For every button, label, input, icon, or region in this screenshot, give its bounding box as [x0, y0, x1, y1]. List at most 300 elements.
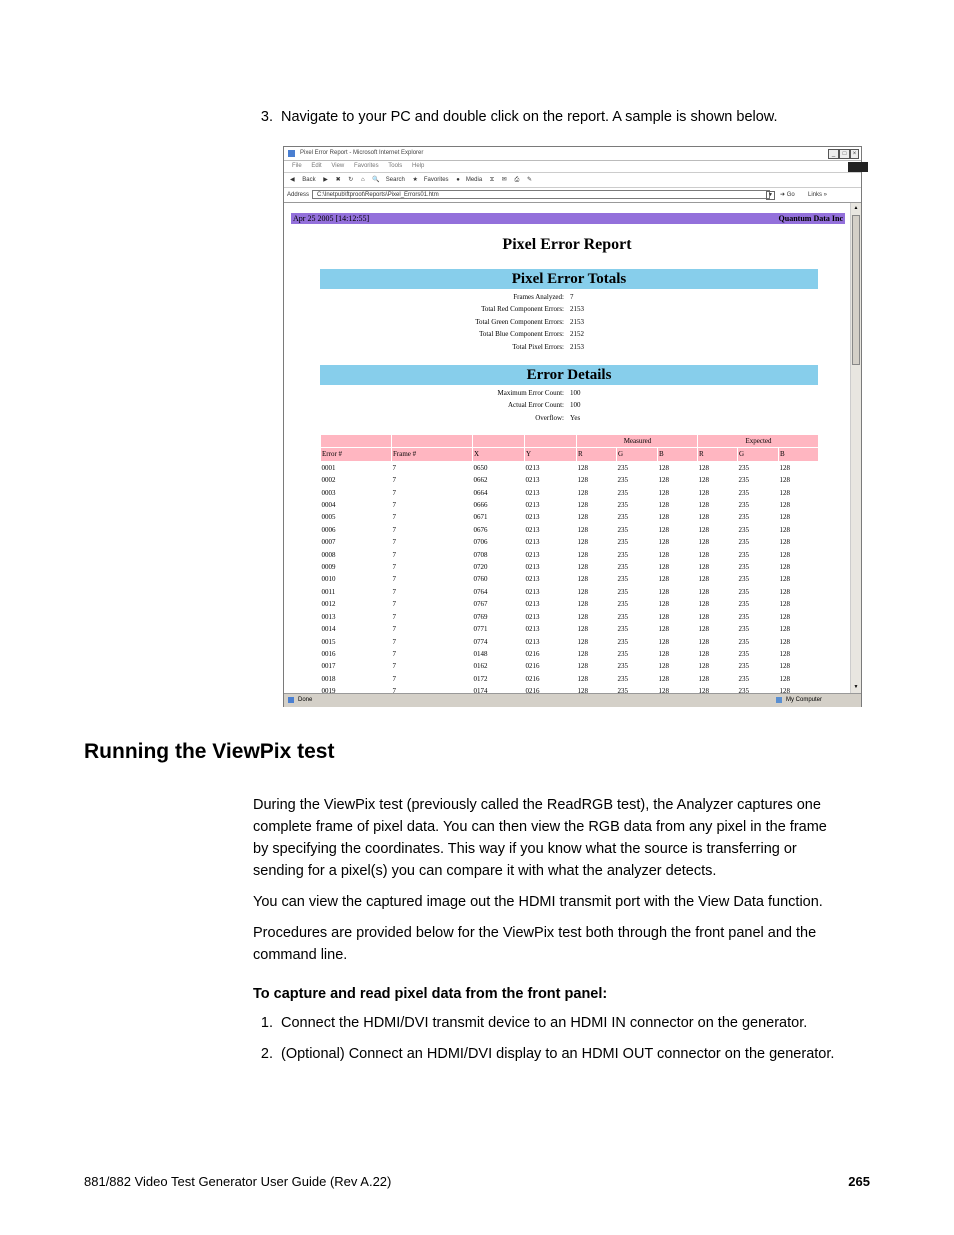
report-title: Pixel Error Report	[502, 236, 632, 253]
history-icon[interactable]: ⧖	[489, 177, 495, 183]
menu-view[interactable]: View	[331, 163, 345, 169]
column-header-row	[321, 448, 819, 461]
table-cell: 235	[738, 649, 749, 658]
totals-heading: Pixel Error Totals	[320, 269, 818, 289]
table-cell: 235	[738, 476, 749, 485]
menu-file[interactable]: File	[292, 163, 302, 169]
table-cell: 235	[738, 674, 749, 683]
paragraph-line: sending for a pixel(s) you can compare it with what the analyzer detects.	[253, 863, 717, 879]
go-button[interactable]: ➜ Go	[780, 192, 795, 198]
totals-key: Frames Analyzed:	[513, 293, 564, 301]
table-cell: 128	[698, 600, 709, 609]
totals-key: Total Green Component Errors:	[475, 317, 564, 326]
zone-text: My Computer	[786, 697, 823, 703]
table-cell: 0213	[525, 476, 540, 485]
table-cell: 128	[698, 501, 709, 510]
totals-value: 2153	[570, 317, 584, 326]
table-cell: 235	[617, 563, 628, 572]
page-number: 265	[848, 1174, 870, 1189]
table-cell: 128	[658, 625, 669, 634]
table-cell: 0213	[525, 513, 540, 522]
table-cell: 128	[577, 538, 588, 547]
table-cell: 128	[577, 600, 588, 609]
table-cell: 7	[392, 612, 396, 621]
table-cell: 128	[658, 587, 669, 596]
table-cell: 128	[658, 637, 669, 646]
column-header: B	[779, 448, 819, 461]
vertical-scrollbar[interactable]	[850, 203, 861, 693]
table-cell: 235	[617, 637, 628, 646]
table-cell: 128	[658, 550, 669, 559]
table-row	[321, 511, 819, 523]
details-row	[284, 387, 850, 399]
table-cell: 128	[698, 550, 709, 559]
details-row	[284, 399, 850, 411]
table-cell: 0213	[525, 625, 540, 634]
refresh-icon[interactable]: ↻	[348, 177, 354, 183]
table-cell: 128	[779, 501, 790, 510]
details-key: Actual Error Count:	[508, 401, 564, 410]
mail-icon[interactable]: ✉	[501, 177, 507, 183]
table-cell: 128	[779, 525, 790, 534]
table-cell: 128	[658, 674, 669, 683]
table-cell: 0769	[473, 612, 488, 621]
table-cell: 0664	[473, 488, 488, 497]
table-cell: 235	[738, 587, 749, 596]
table-cell: 235	[617, 476, 628, 485]
table-cell: 128	[779, 463, 790, 472]
table-cell: 0006	[321, 525, 336, 534]
table-cell: 235	[617, 488, 628, 497]
totals-row	[284, 341, 850, 353]
paragraph-line: command line.	[253, 947, 348, 963]
table-cell: 128	[577, 525, 588, 534]
header-cell	[321, 435, 392, 448]
table-cell: 0676	[473, 525, 488, 534]
table-cell: 0213	[525, 637, 540, 646]
table-cell: 128	[698, 687, 709, 693]
table-cell: 7	[392, 600, 396, 609]
minimize-icon[interactable]: _	[828, 149, 839, 159]
paragraph-line: by specifying the coordinates. This way if you know what the source is transferring or	[253, 841, 797, 857]
step-text: (Optional) Connect an HDMI/DVI display to an HDMI OUT connector on the generator.	[281, 1046, 835, 1062]
table-cell: 128	[779, 587, 790, 596]
step-number: 1.	[260, 1015, 273, 1031]
table-cell: 7	[392, 674, 396, 683]
table-cell: 7	[392, 575, 396, 584]
table-cell: 0015	[321, 637, 336, 646]
computer-icon	[776, 697, 782, 703]
table-cell: 128	[698, 612, 709, 621]
error-table-body	[321, 435, 819, 694]
table-cell: 128	[698, 587, 709, 596]
table-cell: 128	[658, 612, 669, 621]
report-date-bar	[291, 213, 845, 224]
group-header-row	[321, 435, 819, 448]
table-row	[321, 549, 819, 561]
table-cell: 0216	[525, 649, 540, 658]
table-cell: 128	[577, 563, 588, 572]
table-cell: 128	[577, 674, 588, 683]
table-cell: 128	[779, 637, 790, 646]
table-cell: 0213	[525, 501, 540, 510]
table-cell: 128	[658, 575, 669, 584]
print-icon[interactable]: ⎙	[514, 177, 520, 183]
step-3	[253, 107, 853, 127]
table-cell: 0213	[525, 538, 540, 547]
totals-key: Total Red Component Errors:	[481, 305, 564, 314]
table-row	[321, 474, 819, 486]
table-cell: 7	[392, 513, 396, 522]
paragraph-1	[253, 794, 873, 882]
status-text: Done	[298, 697, 313, 703]
table-cell: 235	[617, 550, 628, 559]
table-cell: 128	[779, 625, 790, 634]
table-cell: 128	[577, 612, 588, 621]
table-cell: 7	[392, 563, 396, 572]
measured-header: Measured	[577, 435, 698, 448]
table-cell: 235	[738, 637, 749, 646]
search-button[interactable]: 🔍 Search	[372, 177, 405, 183]
table-cell: 128	[577, 662, 588, 671]
paragraph-3	[253, 922, 873, 966]
table-cell: 128	[698, 649, 709, 658]
paragraph-line: You can view the captured image out the HDMI transmit port with the View Data function.	[253, 894, 823, 910]
table-cell: 7	[392, 525, 396, 534]
table-cell: 235	[617, 649, 628, 658]
table-cell: 128	[658, 662, 669, 671]
totals-key: Total Blue Component Errors:	[479, 330, 564, 339]
table-row	[321, 636, 819, 648]
table-cell: 7	[392, 488, 396, 497]
table-cell: 128	[577, 513, 588, 522]
step-2	[253, 1044, 873, 1064]
report-company: Quantum Data Inc	[778, 214, 843, 223]
table-cell: 0016	[321, 649, 336, 658]
table-cell: 0019	[321, 687, 336, 693]
footer-title: 881/882 Video Test Generator User Guide (Rev A.22)	[84, 1174, 392, 1189]
scroll-up-icon[interactable]: ▲	[853, 205, 859, 211]
ie-icon	[288, 150, 295, 157]
step-number: 3.	[260, 109, 273, 125]
table-cell: 0760	[473, 575, 488, 584]
table-cell: 0213	[525, 525, 540, 534]
table-cell: 128	[577, 575, 588, 584]
maximize-icon[interactable]: □	[839, 149, 850, 159]
column-header: R	[577, 448, 617, 461]
details-value: Yes	[570, 413, 581, 422]
table-cell: 0767	[473, 600, 488, 609]
back-button[interactable]: ◀ Back	[290, 177, 316, 183]
table-cell: 7	[392, 637, 396, 646]
details-key: Maximum Error Count:	[497, 389, 564, 397]
table-cell: 7	[392, 687, 396, 693]
scroll-down-icon[interactable]: ▼	[853, 684, 859, 690]
menu-bar	[284, 161, 861, 173]
details-key: Overflow:	[535, 413, 564, 422]
table-cell: 128	[779, 550, 790, 559]
table-cell: 0706	[473, 538, 488, 547]
table-cell: 0009	[321, 563, 336, 572]
table-cell: 0216	[525, 662, 540, 671]
table-cell: 0213	[525, 575, 540, 584]
column-header: R	[698, 448, 738, 461]
table-cell: 0671	[473, 513, 488, 522]
table-cell: 235	[738, 550, 749, 559]
table-row	[321, 623, 819, 635]
table-cell: 0162	[473, 662, 488, 671]
table-cell: 0666	[473, 501, 488, 510]
column-header: G	[738, 448, 779, 461]
table-cell: 7	[392, 476, 396, 485]
scroll-thumb[interactable]	[852, 215, 860, 365]
table-cell: 0720	[473, 563, 488, 572]
table-cell: 128	[698, 575, 709, 584]
table-cell: 128	[658, 488, 669, 497]
table-cell: 235	[738, 563, 749, 572]
table-cell: 7	[392, 550, 396, 559]
menu-edit[interactable]: Edit	[311, 163, 322, 169]
totals-value: 2153	[570, 305, 584, 314]
table-row	[321, 611, 819, 623]
table-cell: 0216	[525, 674, 540, 683]
section-heading: Running the ViewPix test	[84, 740, 335, 763]
menu-help[interactable]: Help	[411, 163, 425, 169]
table-cell: 0708	[473, 550, 488, 559]
table-cell: 0174	[473, 687, 488, 693]
links-button[interactable]: Links »	[808, 192, 828, 198]
table-cell: 0005	[321, 513, 336, 522]
totals-row	[284, 316, 850, 328]
table-cell: 128	[658, 649, 669, 658]
table-cell: 235	[617, 538, 628, 547]
table-cell: 128	[658, 687, 669, 693]
table-cell: 128	[779, 649, 790, 658]
table-cell: 0002	[321, 476, 336, 485]
expected-header: Expected	[698, 435, 819, 448]
details-list	[284, 387, 850, 424]
paragraph-2	[253, 891, 873, 913]
table-cell: 128	[779, 674, 790, 683]
search-label: Search	[385, 177, 405, 183]
table-cell: 0010	[321, 575, 336, 584]
table-row	[321, 685, 819, 693]
table-cell: 235	[617, 612, 628, 621]
stop-icon[interactable]: ✖	[335, 177, 341, 183]
details-value: 100	[570, 401, 581, 410]
table-cell: 128	[658, 513, 669, 522]
table-cell: 235	[738, 488, 749, 497]
forward-icon[interactable]: ▶	[323, 177, 328, 183]
table-cell: 128	[658, 600, 669, 609]
table-cell: 128	[658, 525, 669, 534]
table-row	[321, 648, 819, 660]
browser-title: Pixel Error Report - Microsoft Internet Explorer	[300, 150, 424, 156]
column-header: Frame #	[392, 448, 473, 461]
address-input[interactable]: C:\Inetpub\ftproot\Reports\Pixel_Errors01.htm	[312, 190, 770, 199]
table-cell: 128	[577, 649, 588, 658]
header-cell	[473, 435, 525, 448]
table-cell: 235	[738, 612, 749, 621]
table-cell: 0007	[321, 538, 336, 547]
table-cell: 235	[617, 674, 628, 683]
table-cell: 235	[617, 513, 628, 522]
menu-tools[interactable]: Tools	[388, 163, 403, 169]
table-cell: 0003	[321, 488, 336, 497]
table-cell: 235	[738, 463, 749, 472]
table-cell: 7	[392, 463, 396, 472]
table-cell: 0004	[321, 501, 336, 510]
table-cell: 0001	[321, 463, 336, 472]
media-button[interactable]: ● Media	[456, 177, 483, 183]
table-cell: 0662	[473, 476, 488, 485]
step-1	[253, 1013, 873, 1033]
table-cell: 128	[698, 538, 709, 547]
table-row	[321, 561, 819, 573]
table-cell: 235	[738, 513, 749, 522]
table-cell: 0764	[473, 587, 488, 596]
media-label: Media	[465, 177, 483, 183]
table-cell: 128	[658, 476, 669, 485]
table-cell: 235	[617, 625, 628, 634]
close-icon[interactable]: ×	[850, 149, 859, 159]
table-cell: 235	[617, 662, 628, 671]
table-cell: 7	[392, 501, 396, 510]
table-cell: 128	[577, 488, 588, 497]
table-row	[321, 536, 819, 548]
table-cell: 235	[617, 600, 628, 609]
table-cell: 0018	[321, 674, 336, 683]
table-cell: 128	[577, 687, 588, 693]
table-cell: 0213	[525, 600, 540, 609]
table-cell: 235	[738, 625, 749, 634]
totals-row	[284, 291, 850, 303]
table-cell: 128	[658, 463, 669, 472]
table-cell: 0650	[473, 463, 488, 472]
table-cell: 235	[738, 600, 749, 609]
table-cell: 7	[392, 538, 396, 547]
totals-list	[284, 291, 850, 353]
table-cell: 0213	[525, 550, 540, 559]
table-cell: 128	[698, 525, 709, 534]
chevron-down-icon[interactable]: ▼	[766, 191, 775, 200]
table-cell: 0014	[321, 625, 336, 634]
totals-value: 7	[570, 293, 574, 301]
browser-screenshot	[283, 146, 862, 707]
table-cell: 0213	[525, 463, 540, 472]
table-cell: 128	[577, 625, 588, 634]
table-cell: 128	[779, 563, 790, 572]
table-cell: 235	[738, 538, 749, 547]
totals-key: Total Pixel Errors:	[512, 342, 564, 351]
table-cell: 128	[577, 637, 588, 646]
table-cell: 0771	[473, 625, 488, 634]
table-cell: 128	[658, 501, 669, 510]
table-cell: 128	[577, 550, 588, 559]
table-cell: 128	[698, 674, 709, 683]
status-bar	[284, 693, 861, 707]
header-cell	[525, 435, 577, 448]
go-label: Go	[786, 192, 795, 198]
table-cell: 128	[658, 563, 669, 572]
table-cell: 0172	[473, 674, 488, 683]
table-cell: 128	[698, 488, 709, 497]
menu-favorites[interactable]: Favorites	[353, 163, 379, 169]
table-row	[321, 524, 819, 536]
column-header: Y	[525, 448, 577, 461]
table-cell: 128	[698, 513, 709, 522]
address-bar	[284, 188, 861, 203]
table-cell: 128	[577, 476, 588, 485]
totals-value: 2152	[570, 330, 584, 339]
table-cell: 128	[779, 538, 790, 547]
header-cell	[392, 435, 473, 448]
table-cell: 0213	[525, 612, 540, 621]
table-cell: 0148	[473, 649, 488, 658]
error-table	[320, 434, 819, 693]
table-cell: 128	[698, 476, 709, 485]
table-cell: 0013	[321, 612, 336, 621]
step-number: 2.	[260, 1046, 273, 1062]
totals-row	[284, 328, 850, 340]
edit-icon[interactable]: ✎	[526, 177, 532, 183]
table-cell: 0216	[525, 687, 540, 693]
table-cell: 128	[779, 687, 790, 693]
table-cell: 235	[738, 662, 749, 671]
totals-value: 2153	[570, 342, 584, 351]
browser-title-bar	[284, 147, 861, 161]
table-cell: 128	[698, 662, 709, 671]
windows-logo-icon	[848, 162, 868, 172]
back-label: Back	[302, 177, 316, 183]
table-cell: 128	[698, 637, 709, 646]
table-cell: 128	[577, 463, 588, 472]
table-cell: 7	[392, 662, 396, 671]
table-cell: 128	[779, 476, 790, 485]
column-header: B	[658, 448, 698, 461]
toolbar	[284, 173, 861, 188]
table-cell: 235	[617, 463, 628, 472]
home-icon[interactable]: ⌂	[361, 177, 365, 183]
table-cell: 0012	[321, 600, 336, 609]
favorites-button[interactable]: ★ Favorites	[412, 177, 449, 183]
table-row	[321, 461, 819, 474]
table-cell: 235	[617, 587, 628, 596]
table-cell: 128	[698, 463, 709, 472]
table-cell: 235	[738, 687, 749, 693]
table-row	[321, 598, 819, 610]
table-cell: 128	[779, 612, 790, 621]
table-cell: 0213	[525, 587, 540, 596]
table-cell: 128	[779, 488, 790, 497]
table-cell: 0213	[525, 563, 540, 572]
table-row	[321, 586, 819, 598]
table-cell: 128	[658, 538, 669, 547]
table-cell: 7	[392, 649, 396, 658]
table-cell: 0017	[321, 662, 336, 671]
step-text: Connect the HDMI/DVI transmit device to an HDMI IN connector on the generator.	[281, 1015, 808, 1031]
table-row	[321, 487, 819, 499]
table-row	[321, 660, 819, 672]
table-cell: 235	[738, 575, 749, 584]
column-header: X	[473, 448, 525, 461]
paragraph-line: During the ViewPix test (previously called the ReadRGB test), the Analyzer captures one	[253, 797, 821, 813]
totals-row	[284, 303, 850, 315]
table-cell: 128	[577, 501, 588, 510]
report-page	[284, 203, 850, 693]
table-cell: 128	[779, 513, 790, 522]
details-heading: Error Details	[320, 365, 818, 385]
